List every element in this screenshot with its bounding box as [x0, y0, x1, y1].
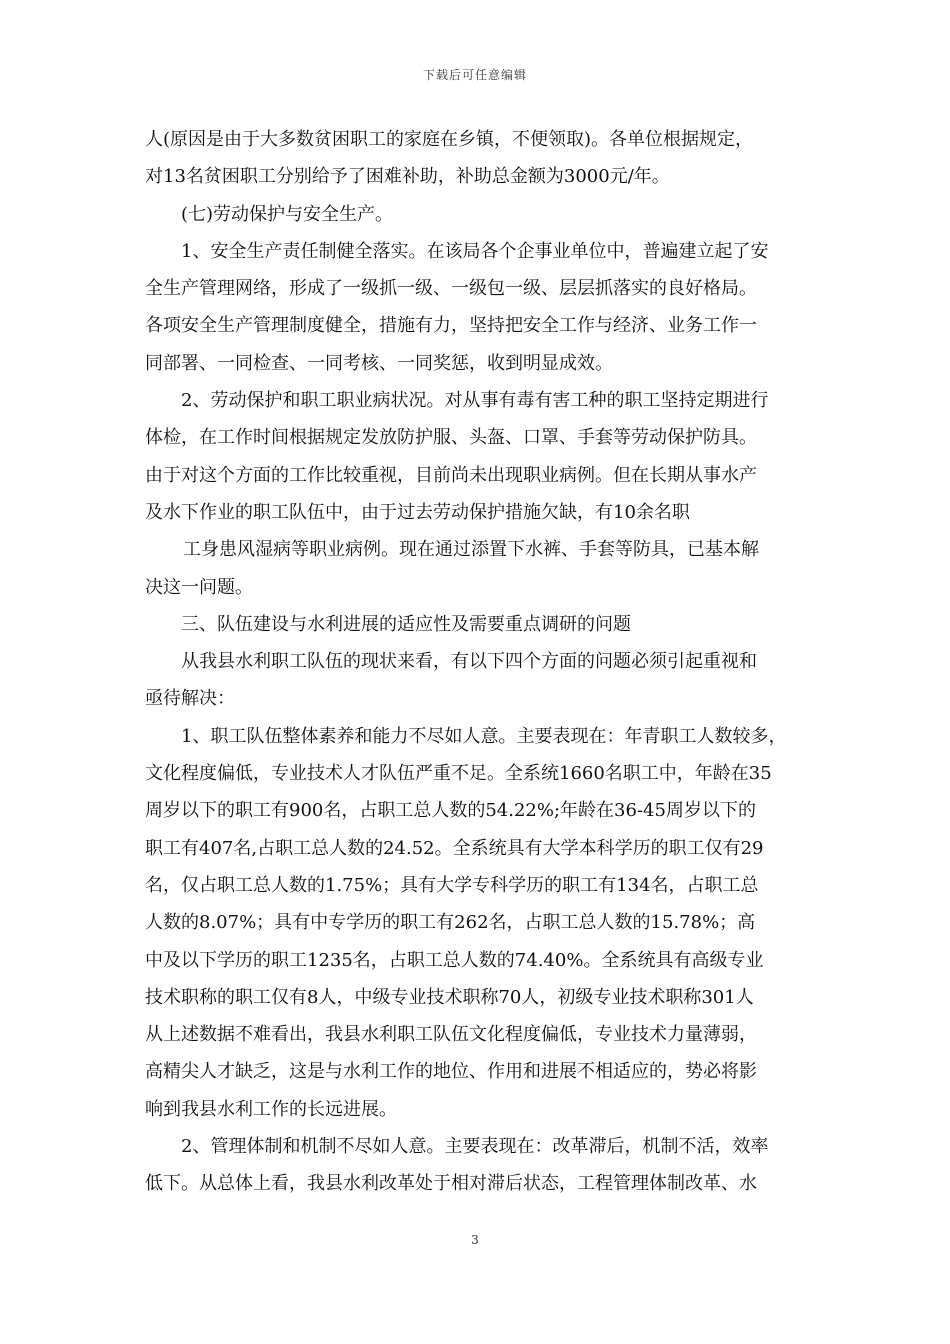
- text-line: 2、劳动保护和职工职业病状况。对从事有毒有害工种的职工坚持定期进行: [181, 390, 769, 412]
- text-line: 2、管理体制和机制不尽如人意。主要表现在：改革滞后，机制不活，效率: [181, 1136, 769, 1158]
- section-heading-labor-protection: [145, 196, 810, 233]
- text-line: 技术职称的职工仅有8人，中级专业技术职称70人，初级专业技术职称301人: [145, 986, 754, 1008]
- text-line: 名，仅占职工总人数的1.75%；具有大学专科学历的职工有134名，占职工总: [145, 874, 759, 896]
- text-line: 文化程度偏低，专业技术人才队伍严重不足。全系统1660名职工中，年龄在35: [145, 763, 772, 785]
- text-line: (七)劳动保护与安全生产。: [181, 203, 394, 225]
- text-line: 响到我县水利工作的长远进展。: [145, 1098, 397, 1120]
- text-line: 三、队伍建设与水利进展的适应性及需要重点调研的问题: [181, 613, 631, 635]
- text-line: 同部署、一同检查、一同考核、一同奖惩，收到明显成效。: [145, 352, 613, 374]
- page-header: 下载后可任意编辑: [422, 68, 527, 82]
- text-line: 对13名贫困职工分别给予了困难补助，补助总金额为3000元/年。: [145, 166, 670, 188]
- text-line: 人数的8.07%；具有中专学历的职工有262名，占职工总人数的15.78%；高: [145, 912, 756, 934]
- page-number: 3: [471, 1233, 479, 1247]
- text-line: 从上述数据不难看出，我县水利职工队伍文化程度偏低，专业技术力量薄弱，: [145, 1024, 757, 1046]
- text-line: 决这一问题。: [145, 576, 253, 598]
- text-line: 职工有407名,占职工总人数的24.52。全系统具有大学本科学历的职工仅有29: [145, 837, 764, 859]
- paragraph-safety-responsibility: [145, 233, 810, 382]
- text-line: 低下。从总体上看，我县水利改革处于相对滞后状态，工程管理体制改革、水: [145, 1173, 757, 1195]
- text-line: 各项安全生产管理制度健全，措施有力，坚持把安全工作与经济、业务工作一: [145, 315, 757, 337]
- text-line: 中及以下学历的职工1235名，占职工总人数的74.40%。全系统具有高级专业: [145, 949, 764, 971]
- text-line: 亟待解决：: [145, 688, 235, 710]
- paragraph-occupational-disease-cont: [145, 531, 810, 606]
- text-line: 由于对这个方面的工作比较重视，目前尚未出现职业病例。但在长期从事水产: [145, 464, 757, 486]
- text-line: 工身患风湿病等职业病例。现在通过添置下水裤、手套等防具，已基本解: [183, 539, 759, 561]
- text-line: 体检，在工作时间根据规定发放防护服、头盔、口罩、手套等劳动保护防具。: [145, 427, 757, 449]
- paragraph-poverty-subsidy: [145, 121, 810, 196]
- text-line: 高精尖人才缺乏，这是与水利工作的地位、作用和进展不相适应的，势必将影: [145, 1061, 757, 1083]
- section-heading-team-building: [145, 606, 810, 643]
- paragraph-workforce-quality: [145, 718, 810, 1128]
- text-line: 1、安全生产责任制健全落实。在该局各个企事业单位中，普遍建立起了安: [181, 240, 769, 262]
- document-body: [145, 121, 810, 1203]
- paragraph-management-system: [145, 1128, 810, 1203]
- paragraph-four-problems: [145, 643, 810, 718]
- text-line: 周岁以下的职工有900名，占职工总人数的54.22%;年龄在36-45周岁以下的: [145, 800, 756, 822]
- text-line: 及水下作业的职工队伍中，由于过去劳动保护措施欠缺，有10余名职: [145, 501, 690, 523]
- text-line: 人(原因是由于大多数贫困职工的家庭在乡镇，不便领取)。各单位根据规定，: [145, 129, 754, 150]
- text-line: 全生产管理网络，形成了一级抓一级、一级包一级、层层抓落实的良好格局。: [145, 278, 757, 300]
- paragraph-occupational-disease: [145, 382, 810, 531]
- text-line: 从我县水利职工队伍的现状来看，有以下四个方面的问题必须引起重视和: [181, 651, 757, 673]
- text-line: 1、职工队伍整体素养和能力不尽如人意。主要表现在：年青职工人数较多，: [181, 725, 787, 747]
